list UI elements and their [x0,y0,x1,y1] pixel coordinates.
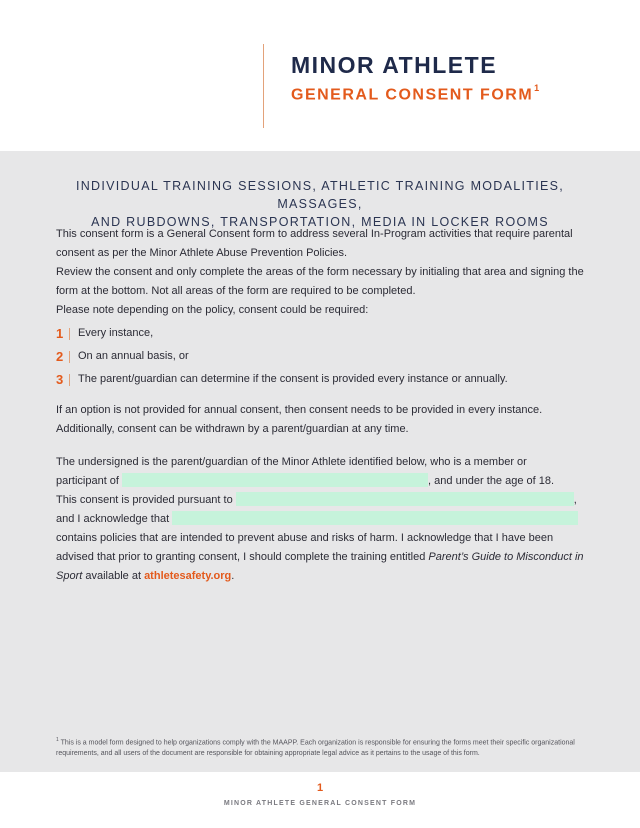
closing-period: . [231,570,235,582]
page-header [0,0,640,150]
option-number: 2 [56,349,64,364]
undersigned-paragraph [56,453,584,586]
footnote-text: This is a model form designed to help organizations comply with the MAAPP. Each organization is responsible for ensuring the forms meet their specific organizational requirements, and all users of the document are responsible for obtaining appropriate legal advice as it pertains to the usage of this form. [56,739,575,758]
participant-suffix: , and under the age of 18. [428,475,555,487]
page-footer [0,772,640,828]
organization-name-field[interactable] [122,473,428,487]
pursuant-label: This consent is provided pursuant to [56,494,233,506]
option-number: 3 [56,372,64,387]
annual-consent-note: If an option is not provided for annual consent, then consent needs to be provided in every instance. Additionally, consent can be withdrawn by a parent/guardian at any time. [56,404,543,435]
policies-text: contains policies that are intended to prevent abuse and risks of harm. I acknowledge that I have been advised that prior to granting consent, I should complete the training entitled [56,532,554,563]
form-body [0,151,640,772]
footer-label: MINOR ATHLETE GENERAL CONSENT FORM [223,800,417,807]
training-title: Parent’s Guide to Misconduct in Sport [56,551,584,582]
footnote-mark: 1 [56,737,59,743]
section-heading-line-2: AND RUBDOWNS, TRANSPORTATION, MEDIA IN LOCKER ROOMS [91,215,549,229]
header-divider [263,44,264,128]
option-text: Every instance, [78,327,154,339]
form-content [56,225,584,586]
pursuant-suffix: , [573,494,577,506]
footnote [56,735,584,759]
option-text: The parent/guardian can determine if the consent is provided every instance or annually. [78,373,508,385]
available-at-text: available at [82,570,145,582]
footnote-reference: 1 [534,83,541,93]
acknowledged-organization-field[interactable] [172,511,578,525]
form-title: MINOR ATHLETE [291,52,498,78]
participant-label: participant of [56,475,119,487]
option-divider [69,351,70,363]
intro-paragraph-2: Review the consent and only complete the areas of the form necessary by initialing that area and signing the form at the bottom. Not all areas of the form are required to be completed. [56,266,584,297]
form-subtitle [291,85,541,104]
consent-options-list [56,322,584,391]
intro-paragraph-1: This consent form is a General Consent form to address several In-Program activities that require parental consent as per the Minor Athlete Abuse Prevention Policies. [56,228,573,259]
list-item [56,368,584,391]
section-heading [40,177,600,231]
page-number: 1 [316,782,324,794]
option-text: On an annual basis, or [78,350,189,362]
undersigned-line: The undersigned is the parent/guardian of the Minor Athlete identified below, who is a member or [56,456,527,468]
acknowledge-label: and I acknowledge that [56,513,170,525]
option-divider [69,374,70,386]
list-item [56,345,584,368]
form-subtitle-text: GENERAL CONSENT FORM [291,86,534,104]
option-divider [69,328,70,340]
athletesafety-link[interactable]: athletesafety.org [144,570,232,582]
policy-source-field[interactable] [236,492,574,506]
list-item [56,322,584,345]
policy-note: Please note depending on the policy, consent could be required: [56,304,369,316]
section-heading-line-1: INDIVIDUAL TRAINING SESSIONS, ATHLETIC TRAINING MODALITIES, MASSAGES, [75,179,565,211]
option-number: 1 [56,326,64,341]
